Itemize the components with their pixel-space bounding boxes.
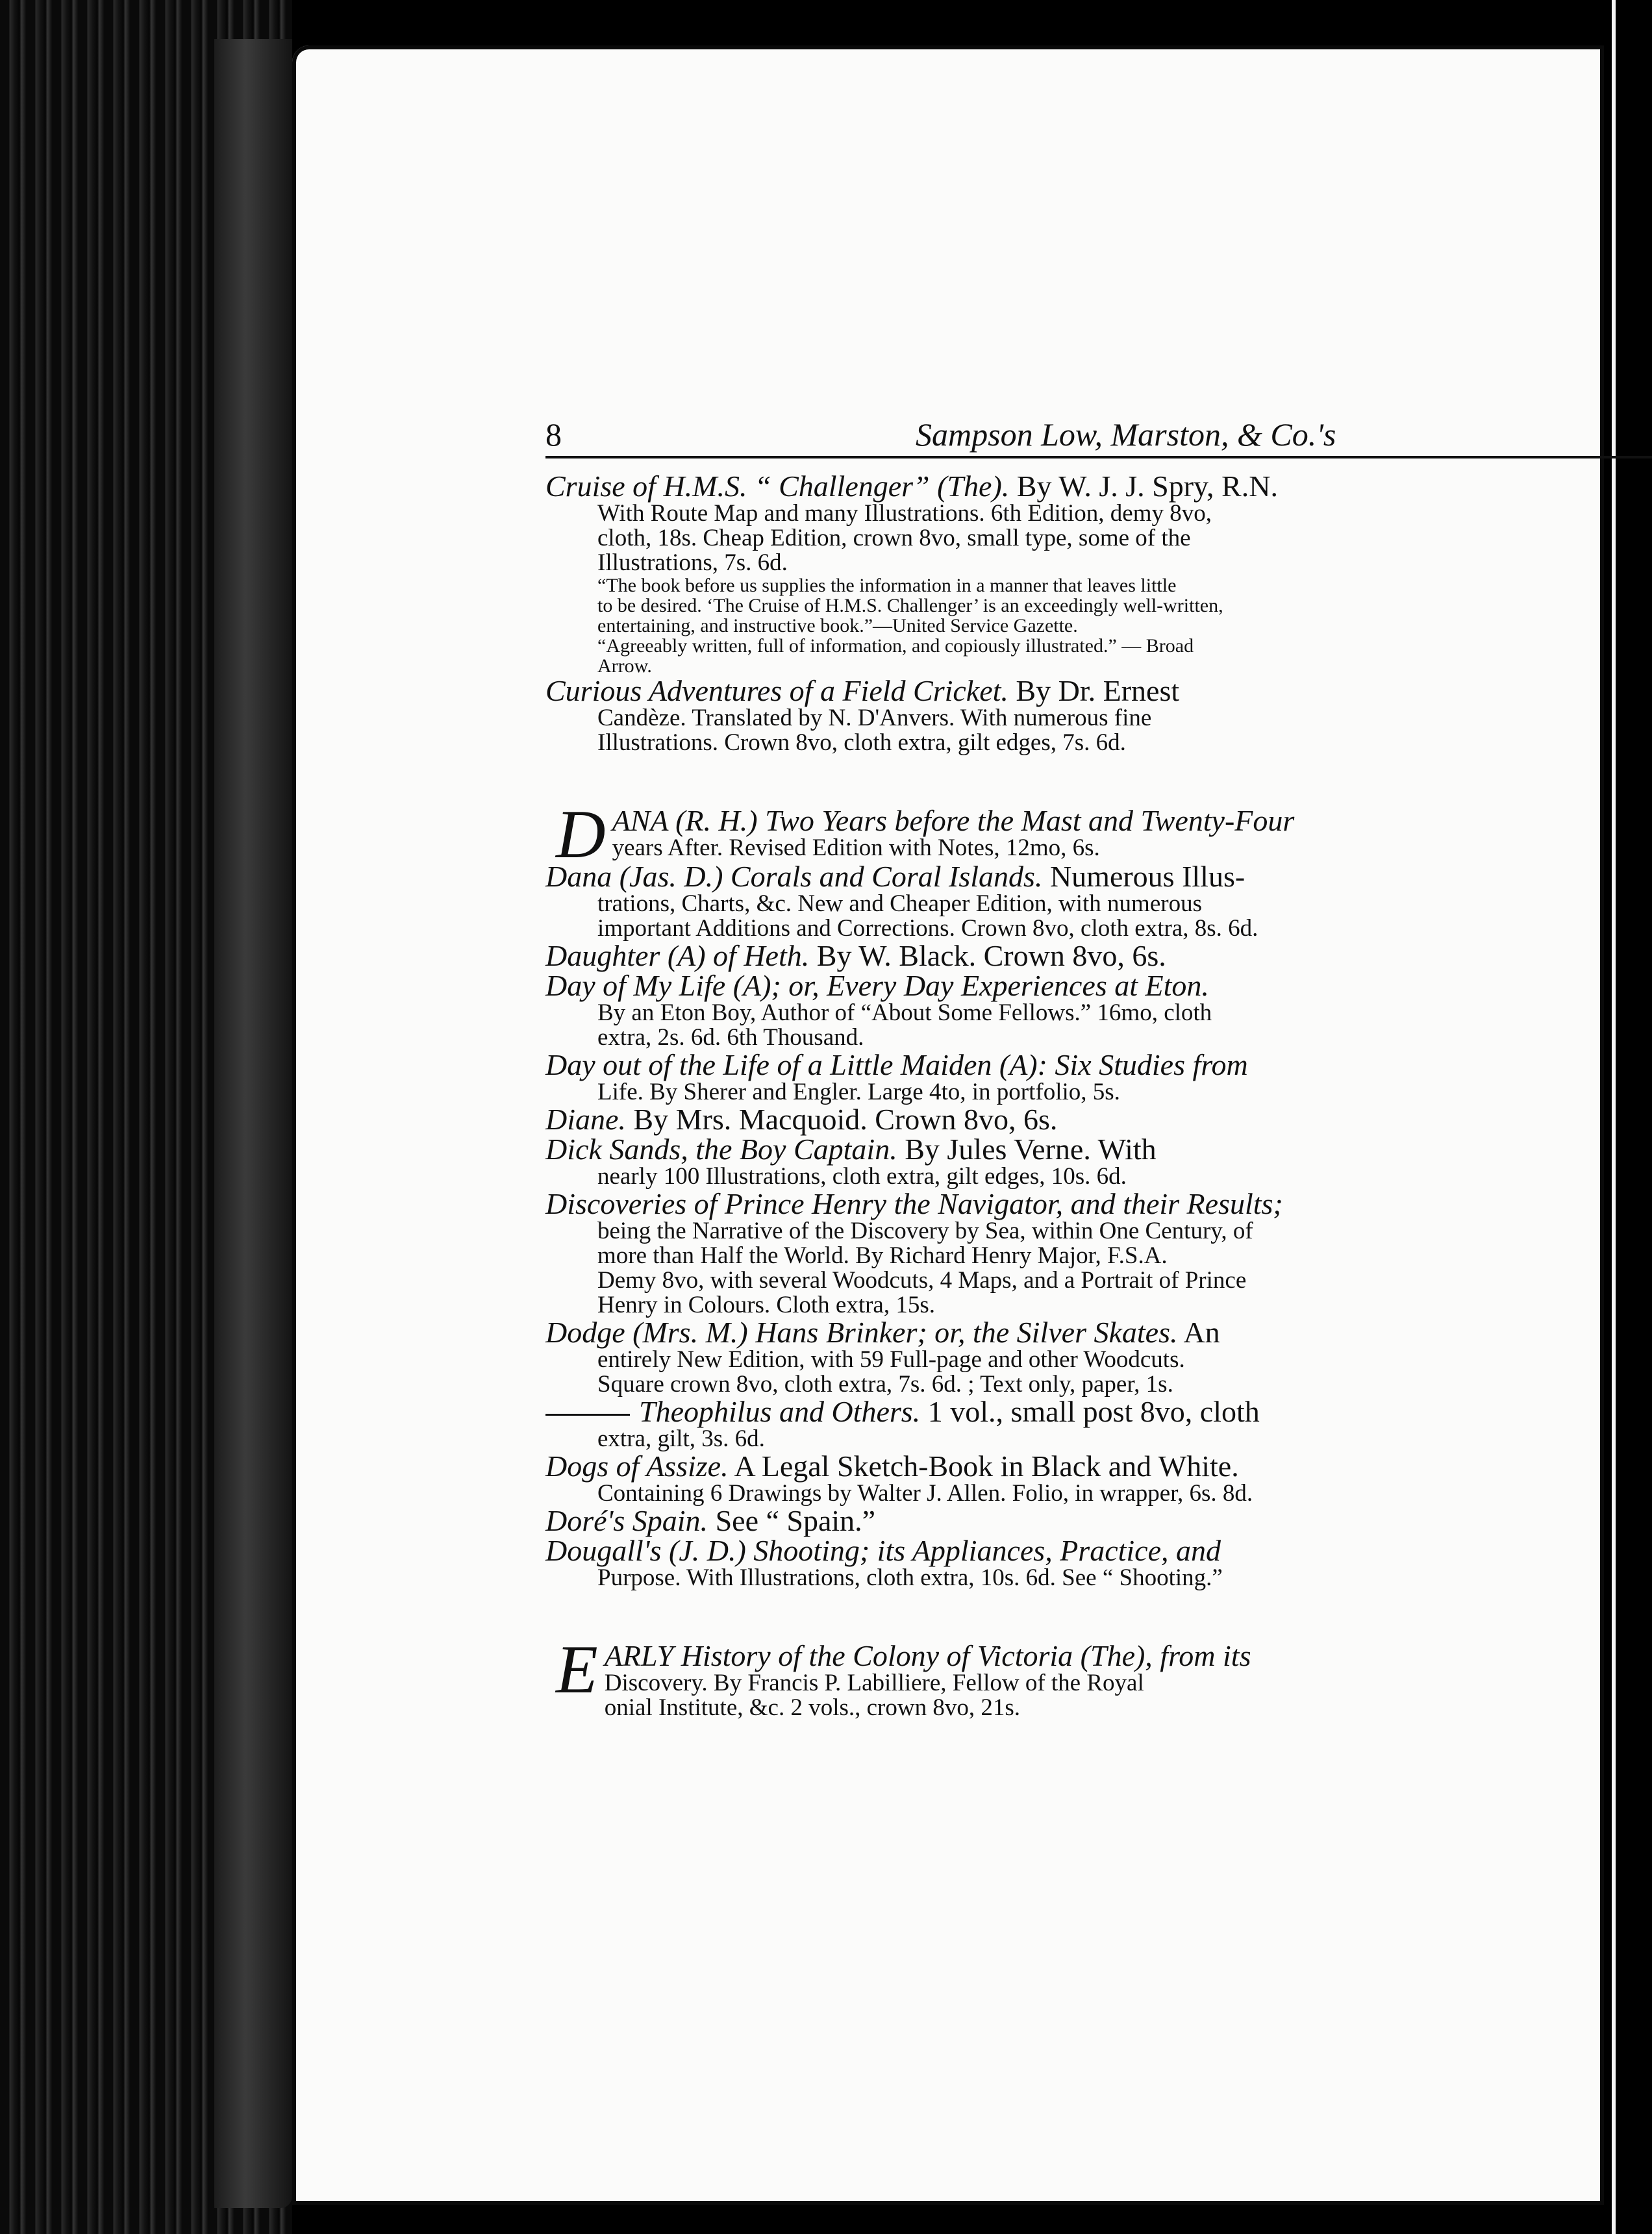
catalogue-entry [545,1318,1652,1397]
entry-title: Theophilus and Others. [639,1395,921,1428]
entry-line: onial Institute, &c. 2 vols., crown 8vo, 21s. [604,1694,1020,1721]
entry-heading [545,1050,1652,1080]
entry-title: Dougall's (J. D.) Shooting; its Appliances, Practice, and [545,1534,1221,1567]
catalogue-entry [545,1050,1652,1105]
catalogue-entry [545,971,1652,1050]
entry-line: extra, gilt, 3s. 6d. [597,1425,765,1452]
entry-heading [545,1397,1652,1427]
drop-cap: D [556,796,606,872]
entry-heading: ARLY History of the Colony of Victoria (The), from its [604,1639,1251,1672]
entry-author: By Mrs. Macquoid. Crown 8vo, 6s. [633,1103,1058,1136]
entry-heading [545,1318,1652,1348]
entry-body [545,1001,1652,1050]
entry-line: Square crown 8vo, cloth extra, 7s. 6d. ; Text only, paper, 1s. [597,1371,1173,1398]
c-entries [545,471,1652,755]
entry-title: Diane. [545,1103,626,1136]
publisher-heading: Sampson Low, Marston, & Co.'s [916,416,1336,453]
entry-body [545,1671,1652,1720]
entry-line: Discovery. By Francis P. Labilliere, Fellow of the Royal [604,1670,1144,1696]
running-header [545,409,1652,458]
entry-title: Day out of the Life of a Little Maiden (A): Six Studies from [545,1048,1248,1081]
entry-title: Dick Sands, the Boy Captain. [545,1133,897,1166]
entry-heading [545,1135,1652,1164]
entry-line: Life. By Sherer and Engler. Large 4to, in portfolio, 5s. [597,1079,1120,1105]
entry-author: By W. Black. Crown 8vo, 6s. [816,939,1166,972]
entry-heading [545,1451,1652,1481]
entry-title: Day of My Life (A); or, Every Day Experiences at Eton. [545,969,1209,1002]
entry-heading [545,971,1652,1001]
entry-body [545,1481,1652,1506]
entry-author: Numerous Illus- [1049,860,1245,893]
entry-author: By Jules Verne. With [905,1133,1157,1166]
entry-heading [545,1506,1652,1536]
entry-author: See “ Spain.” [715,1504,876,1537]
entry-body [545,1219,1652,1318]
entry-title: Dana (Jas. D.) Corals and Coral Islands. [545,860,1043,893]
entry-body [545,706,1652,755]
entry-title: Daughter (A) of Heth. [545,939,810,972]
review-quote-line: “Agreeably written, full of information, and copiously illustrated.” — Broad [597,635,1194,657]
entry-line: extra, 2s. 6d. 6th Thousand. [597,1024,864,1051]
entry-title: Curious Adventures of a Field Cricket. [545,674,1008,707]
entry-line: By an Eton Boy, Author of “About Some Fellows.” 16mo, cloth [597,999,1212,1026]
catalogue-entry [545,676,1652,755]
entry-heading [545,471,1652,501]
catalogue-entry [545,862,1652,941]
catalogue-entry [545,941,1652,971]
entry-heading [545,862,1652,892]
entry-line: Candèze. Translated by N. D'Anvers. With numerous fine [597,705,1152,731]
entry-line: Purpose. With Illustrations, cloth extra, 10s. 6d. See “ Shooting.” [597,1564,1223,1591]
page-number: 8 [545,416,562,453]
entry-line: being the Narrative of the Discovery by Sea, within One Century, of [597,1218,1253,1244]
page-content [545,409,1652,1720]
entry-line: Illustrations. Crown 8vo, cloth extra, gilt edges, 7s. 6d. [597,729,1126,756]
entry-title: Doré's Spain. [545,1504,708,1537]
entry-heading: ANA (R. H.) Two Years before the Mast and Twenty-Four [612,804,1295,837]
catalogue-entry [545,1506,1652,1536]
catalogue-page [292,45,1604,2205]
entry-body [545,501,1652,676]
entry-body [545,1427,1652,1451]
entry-heading [545,1189,1652,1219]
entry-line: Demy 8vo, with several Woodcuts, 4 Maps, and a Portrait of Prince [597,1267,1247,1294]
entry-title: Discoveries of Prince Henry the Navigator, and their Results; [545,1187,1283,1220]
entry-line: more than Half the World. By Richard Henry Major, F.S.A. [597,1242,1168,1269]
review-quote-line: entertaining, and instructive book.”—United Service Gazette. [597,615,1078,636]
entry-heading [545,676,1652,706]
entry-title: Dogs of Assize. [545,1450,729,1483]
catalogue-entry [545,471,1652,676]
entry-line: cloth, 18s. Cheap Edition, crown 8vo, small type, some of the [597,525,1191,551]
entry-line: years After. Revised Edition with Notes, 12mo, 6s. [612,835,1100,861]
catalogue-entry [545,1105,1652,1135]
entry-body [545,1348,1652,1397]
review-quote-line: “The book before us supplies the information in a manner that leaves little [597,575,1177,596]
review-quote-line: to be desired. ‘The Cruise of H.M.S. Challenger’ is an exceedingly well-written, [597,595,1223,616]
section-e [545,1631,1652,1721]
page-stack-edge [214,39,292,2208]
section-d [545,796,1652,1591]
entry-body [545,892,1652,941]
catalogue-entry [545,1451,1652,1506]
entry-heading [545,1105,1652,1135]
catalogue-entry [545,1536,1652,1590]
entry-line: Containing 6 Drawings by Walter J. Allen. Folio, in wrapper, 6s. 8d. [597,1480,1253,1507]
entry-body [545,1566,1652,1590]
catalogue-entry [545,1189,1652,1318]
entry-author: By W. J. J. Spry, R.N. [1016,470,1278,503]
entry-author: A Legal Sketch-Book in Black and White. [734,1450,1239,1483]
catalogue-entry [545,1397,1652,1451]
entry-author: An [1183,1316,1220,1349]
entry-author: By Dr. Ernest [1016,674,1180,707]
catalogue-entry [545,1631,1652,1721]
entry-line: Henry in Colours. Cloth extra, 15s. [597,1292,936,1318]
review-quote-line: Arrow. [597,655,652,677]
catalogue-entry [545,1135,1652,1189]
entry-line: With Route Map and many Illustrations. 6th Edition, demy 8vo, [597,500,1212,527]
entry-heading [545,1536,1652,1566]
entry-line: entirely New Edition, with 59 Full-page and other Woodcuts. [597,1346,1185,1373]
catalogue-entry [545,796,1652,872]
entry-line: nearly 100 Illustrations, cloth extra, gilt edges, 10s. 6d. [597,1163,1127,1190]
entry-line: trations, Charts, &c. New and Cheaper Edition, with numerous [597,890,1202,917]
drop-cap: E [556,1631,598,1707]
ditto-dash [545,1414,630,1416]
entry-heading [545,941,1652,971]
entry-line: Illustrations, 7s. 6d. [597,549,788,576]
entry-title: Dodge (Mrs. M.) Hans Brinker; or, the Silver Skates. [545,1316,1178,1349]
entry-body [545,1080,1652,1105]
entry-title: Cruise of H.M.S. “ Challenger” (The). [545,470,1010,503]
entry-body [545,1164,1652,1189]
entry-line: important Additions and Corrections. Crown 8vo, cloth extra, 8s. 6d. [597,915,1258,942]
entry-author: 1 vol., small post 8vo, cloth [927,1395,1260,1428]
